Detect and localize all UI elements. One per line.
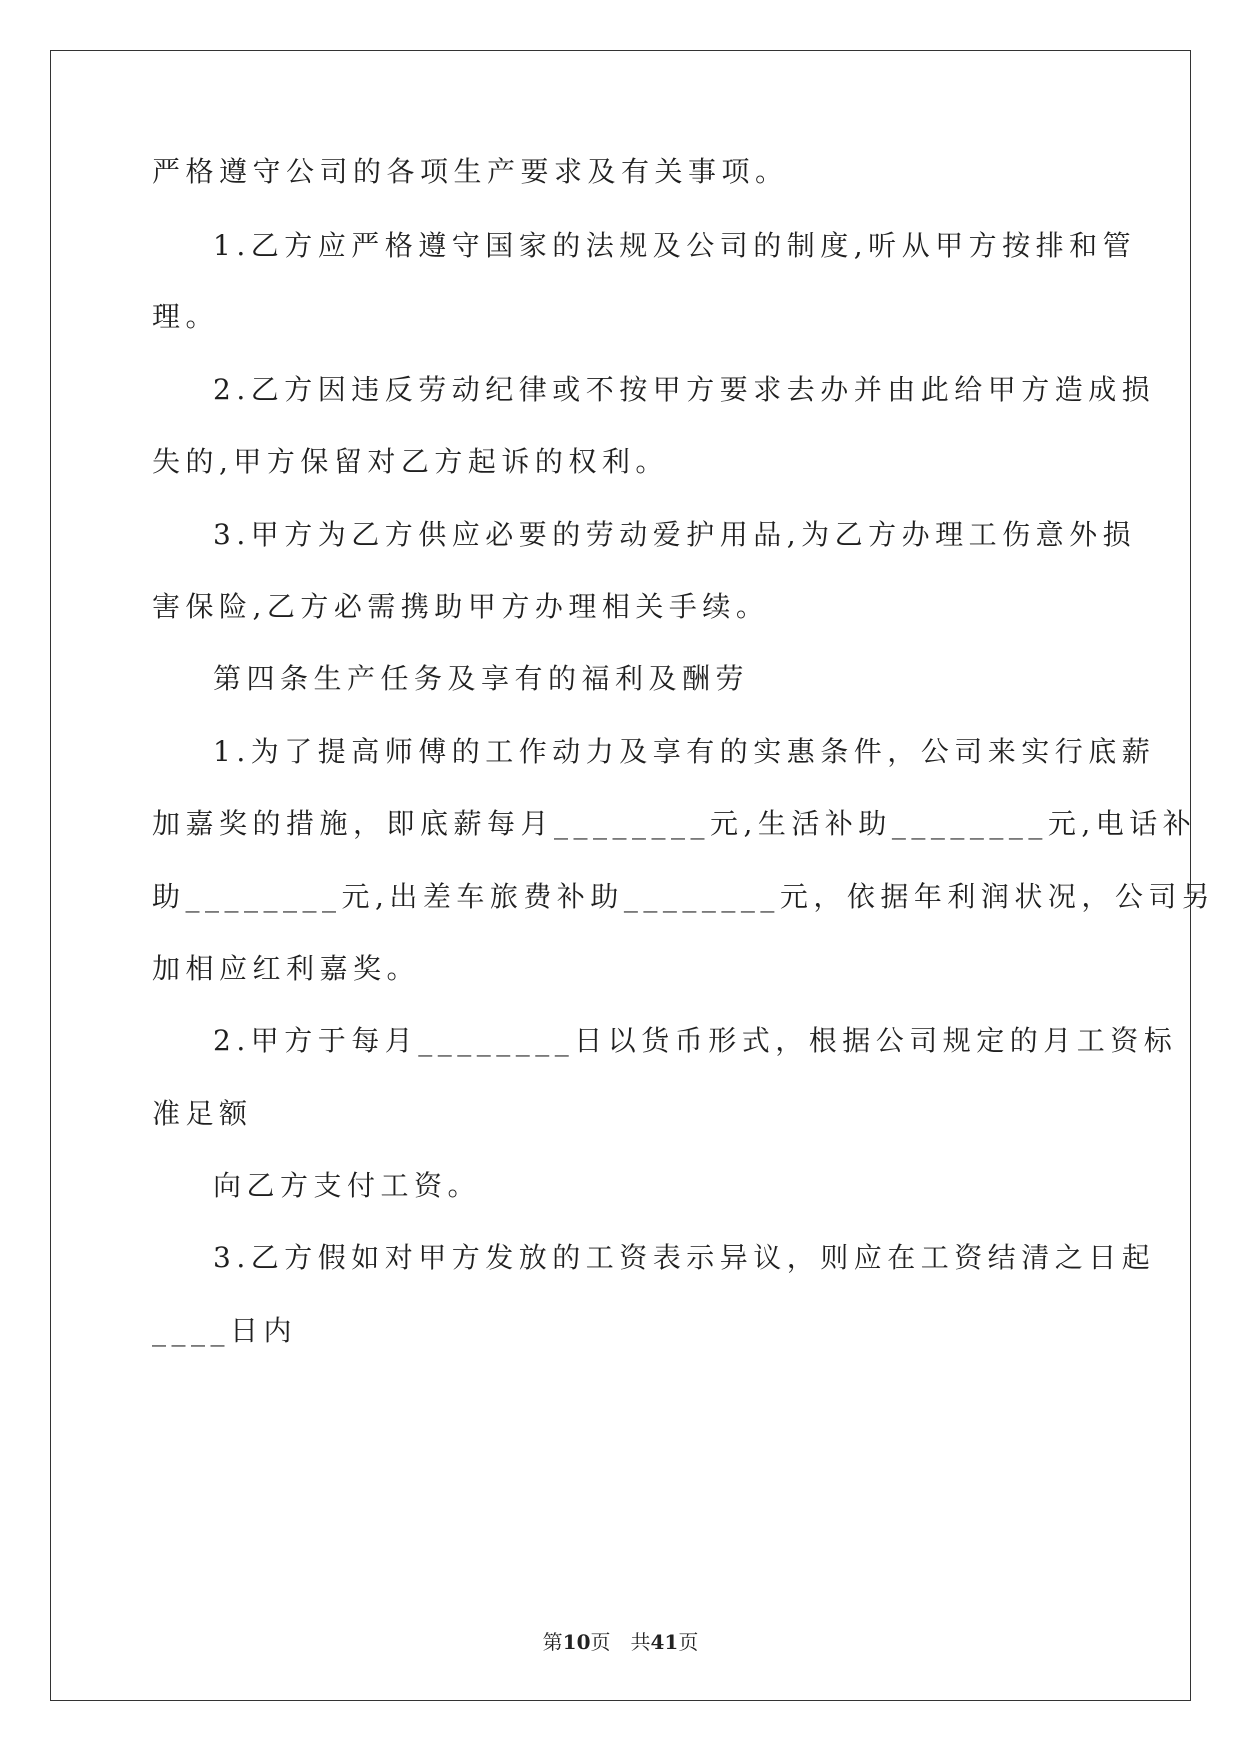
text-line-10: 加嘉奖的措施，即底薪每月________元,生活补助________元,电话补 — [152, 807, 1197, 840]
footer-middle: 页 共 — [590, 1630, 651, 1654]
text-line-1: 严格遵守公司的各项生产要求及有关事项。 — [152, 155, 789, 188]
text-line-9: 1.为了提高师傅的工作动力及享有的实惠条件，公司来实行底薪 — [213, 735, 1156, 768]
text-line-7: 害保险,乙方必需携助甲方办理相关手续。 — [152, 590, 770, 623]
text-line-17: ____日内 — [152, 1314, 298, 1347]
total-page-number: 41 — [650, 1630, 679, 1654]
text-line-4: 2.乙方因违反劳动纪律或不按甲方要求去办并由此给甲方造成损 — [213, 373, 1156, 406]
page-footer — [0, 1627, 1241, 1657]
current-page-number: 10 — [562, 1630, 591, 1654]
footer-suffix: 页 — [678, 1630, 699, 1654]
text-line-12: 加相应红利嘉奖。 — [152, 952, 421, 985]
text-line-6: 3.甲方为乙方供应必要的劳动爱护用品,为乙方办理工伤意外损 — [213, 518, 1137, 551]
text-line-16: 3.乙方假如对甲方发放的工资表示异议，则应在工资结清之日起 — [213, 1241, 1156, 1274]
text-line-15: 向乙方支付工资。 — [213, 1169, 482, 1202]
footer-prefix: 第 — [542, 1630, 563, 1654]
section-heading: 第四条生产任务及享有的福利及酬劳 — [213, 662, 750, 695]
text-line-5: 失的,甲方保留对乙方起诉的权利。 — [152, 445, 669, 478]
text-line-14: 准足额 — [152, 1097, 253, 1130]
text-line-13: 2.甲方于每月________日以货币形式，根据公司规定的月工资标 — [213, 1024, 1178, 1057]
page-border — [50, 50, 1191, 1701]
text-line-2: 1.乙方应严格遵守国家的法规及公司的制度,听从甲方按排和管 — [213, 229, 1137, 262]
text-line-3: 理。 — [152, 300, 220, 333]
text-line-11: 助________元,出差车旅费补助________元，依据年利润状况，公司另 — [152, 880, 1216, 913]
